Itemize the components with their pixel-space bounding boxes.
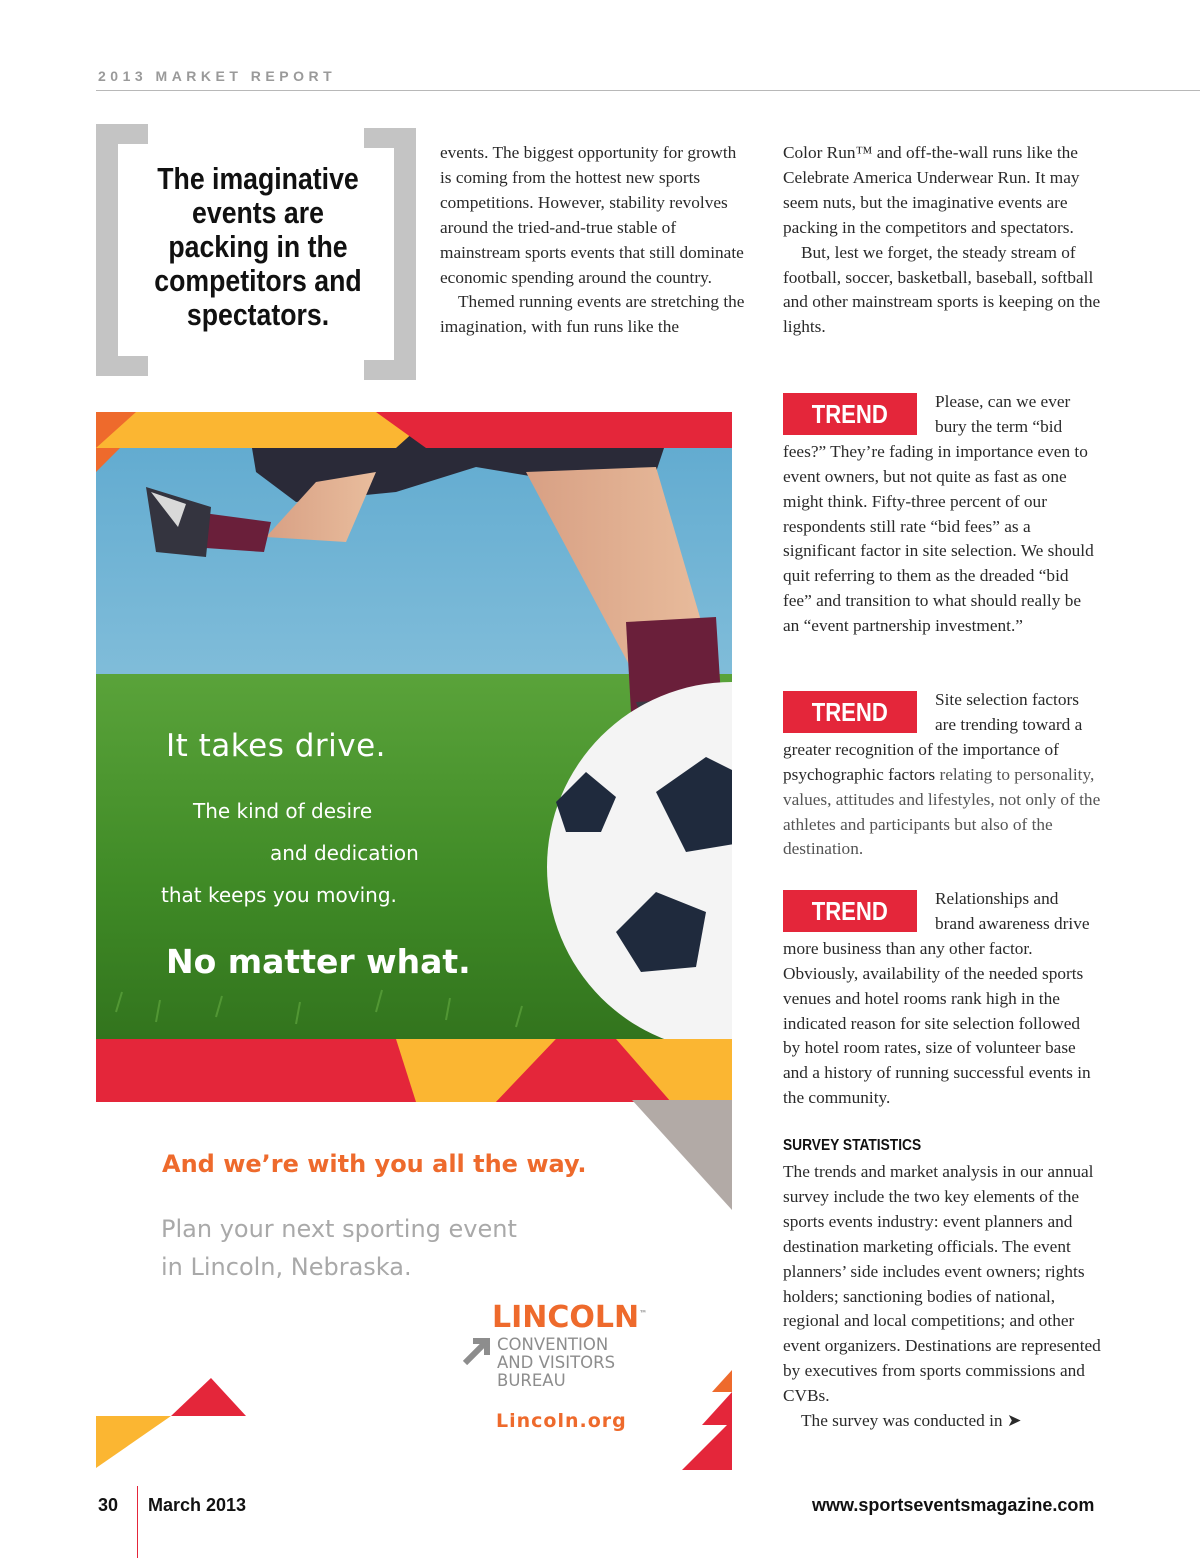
trend-text-continued: relating to personality, values, attitudes and lifestyles, not only of the athletes and participants but also of the destination. — [783, 764, 1101, 859]
ad-headline: It takes drive. — [166, 728, 387, 764]
paragraph: Color Run™ and off-the-wall runs like the Celebrate America Underwear Run. It may seem nuts, but the imaginative events are packing in the competitors and spectators. — [783, 143, 1080, 237]
right-bracket — [364, 128, 416, 380]
lincoln-logo-subtitle: CONVENTION AND VISITORS BUREAU — [497, 1335, 616, 1390]
ad-plan-line: Plan your next sporting event — [161, 1215, 517, 1243]
survey-body — [783, 1160, 1101, 1434]
trend-item — [783, 887, 1101, 1111]
survey-heading: SURVEY STATISTICS — [783, 1137, 922, 1154]
paragraph: events. The biggest opportunity for growth is coming from the hottest new sports competitions. However, stability revolves around the tried-and-true stable of mainstream sports events that still dominate economic spending around the country. — [440, 143, 744, 287]
ad-copy-line: The kind of desire — [193, 799, 373, 823]
trend-item — [783, 688, 1101, 862]
middle-column — [440, 141, 750, 340]
paragraph: Themed running events are stretching the imagination, with fun runs like the — [440, 292, 745, 337]
footer-divider — [137, 1486, 138, 1558]
right-column-intro — [783, 141, 1101, 340]
ad-website-link[interactable]: Lincoln.org — [496, 1410, 627, 1432]
ad-corner-triangle — [632, 1100, 732, 1210]
ad-copy-line: that keeps you moving. — [161, 883, 397, 907]
trend-item — [783, 390, 1101, 639]
trend-text: Please, can we ever bury the term “bid fees?” They’re fading in importance even to event owners, but not quite as fast as one might think. Fifty-three percent of our respondents still rate “bid fees” as a significant factor in site selection. We should quit referring to them as the dreaded “bid fee” and transition to what should really be an “event partnership investment.” — [783, 392, 1094, 636]
ad-decor-shapes-right — [682, 1370, 732, 1470]
page-number: 30 — [98, 1495, 119, 1515]
lincoln-logo-wordmark: LINCOLN™ — [492, 1300, 648, 1335]
paragraph: The survey was conducted in ➤ — [801, 1411, 1022, 1431]
section-label: 2013 MARKET REPORT — [98, 68, 337, 84]
ad-plan-line: in Lincoln, Nebraska. — [161, 1253, 412, 1281]
issue-date: March 2013 — [148, 1495, 247, 1515]
paragraph: But, lest we forget, the steady stream of football, soccer, basketball, baseball, softball and other mainstream sports is keeping on the lights. — [783, 242, 1101, 337]
ad-emphasis-line: No matter what. — [166, 942, 471, 981]
ad-tagline: And we’re with you all the way. — [162, 1150, 587, 1178]
header-rule — [96, 90, 1200, 91]
ad-call-to-action — [161, 1210, 581, 1286]
trend-text: Relationships and brand awareness drive more business than any other factor. Obviously, availability of the needed sports venues and hotel rooms rank high in the indicated reason for site selection followed by hotel room rates, size of volunteer base and a history of running successful events in the community. — [783, 889, 1091, 1108]
magazine-website-link[interactable]: www.sportseventsmagazine.com — [812, 1495, 1095, 1515]
left-bracket — [96, 124, 148, 376]
trend-badge: TREND — [783, 890, 917, 932]
paragraph: The trends and market analysis in our annual survey include the two key elements of the sports events industry: event planners and destination marketing officials. The event planners’ side includes event owners; rights holders; sanctioning bodies of national, regional and local competitions; and other event organizers. Destinations are represented by executives from sports commissions and CVBs. — [783, 1162, 1101, 1406]
trend-text: Site selection factors are trending toward a greater recognition of the importance of psychographic factors relating to personality, values, attitudes and lifestyles, not only of the athletes and participants but also of the destination. — [783, 690, 1101, 859]
ad-decor-shapes-left — [96, 1378, 246, 1468]
trend-badge: TREND — [783, 691, 917, 733]
ad-copy-line: and dedication — [270, 841, 419, 865]
trend-badge: TREND — [783, 393, 917, 435]
arrow-icon — [463, 1335, 493, 1365]
pull-quote: The imaginative events are packing in the competitors and spectators. — [154, 161, 362, 332]
